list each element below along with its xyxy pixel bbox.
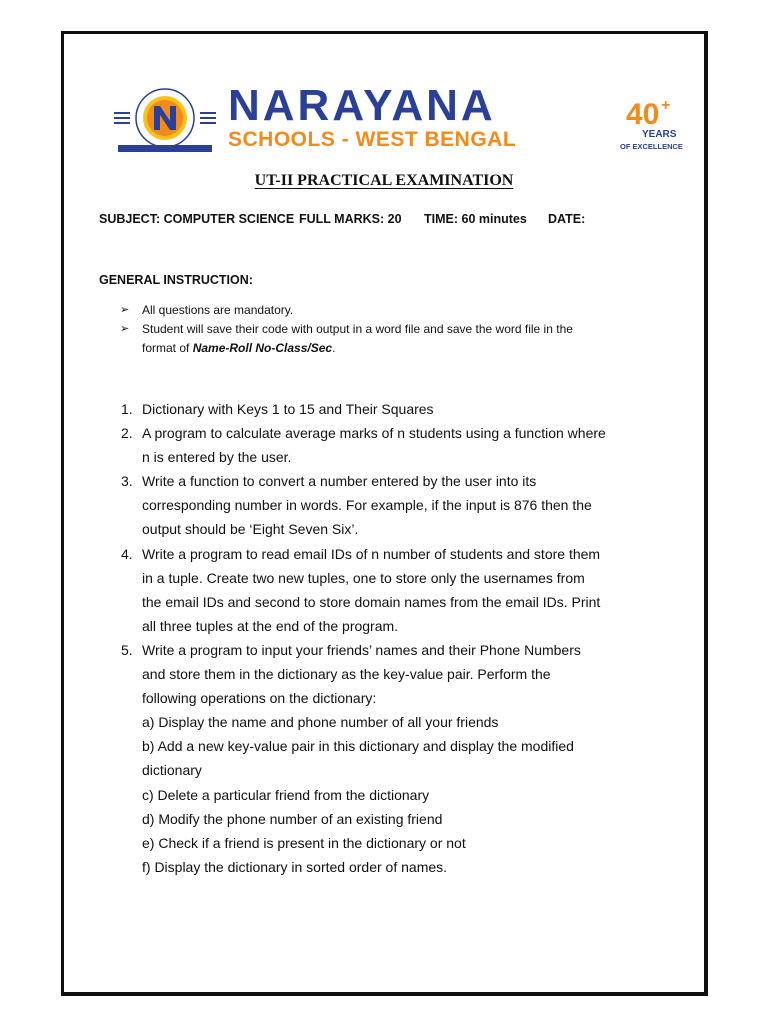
question-item: 2. A program to calculate average marks of n students using a function where n is entered by the user. [121, 425, 606, 466]
forty-years-badge [618, 92, 688, 152]
sub-question: e) Check if a friend is present in the dictionary or not [142, 834, 466, 851]
brand-subtitle: SCHOOLS - WEST BENGAL [228, 128, 517, 151]
instruction-item: ➢ Student will save their code with output in a word file and save the word file in the format of Name-Roll No-Class/Sec. [120, 322, 573, 355]
sub-question: b) Add a new key-value pair in this dictionary and display the modified [142, 738, 574, 755]
sub-question: dictionary [142, 762, 202, 779]
subject-label: SUBJECT: COMPUTER SCIENCE [99, 212, 295, 226]
brand-text [228, 81, 608, 154]
question-list [121, 397, 651, 879]
sub-question: f) Display the dictionary in sorted order of names. [142, 858, 448, 875]
general-instruction-heading: GENERAL INSTRUCTION: [99, 273, 253, 287]
date-label: DATE: [548, 212, 586, 226]
arrow-bullet-icon: ➢ [120, 323, 130, 335]
full-marks-label: FULL MARKS: 20 [299, 212, 402, 226]
arrow-bullet-icon: ➢ [120, 304, 130, 316]
sub-question: a) Display the name and phone number of all your friends [142, 714, 499, 731]
question-item: 5. Write a program to input your friends’ names and their Phone Numbers and store them in the dictionary as the key-value pair. Perform the following operations on the dictionary: a) Display the name and phone number of all your friends b) Add a new key-value pair in this dictionary and display the modified dictionary c) Delete a particular friend from the dictionary d) Modify the phone number of an existing friend e) Check if a friend is present in the dictionary or not f) Display the dictionary in sorted order of names. [121, 638, 651, 879]
sub-question: c) Delete a particular friend from the dictionary [142, 786, 430, 803]
instruction-list [120, 301, 640, 358]
exam-title: UT-II PRACTICAL EXAMINATION [254, 172, 514, 189]
brand-name: NARAYANA [228, 81, 496, 130]
svg-text:OF EXCELLENCE: OF EXCELLENCE [620, 142, 683, 151]
question-item: 3. Write a function to convert a number entered by the user into its corresponding number in words. For example, if the input is 876 then the output should be ‘Eight Seven Six’. [121, 473, 592, 538]
svg-text:40: 40 [626, 98, 660, 131]
instruction-item: ➢ All questions are mandatory. [120, 301, 640, 320]
svg-text:+: + [661, 97, 671, 114]
time-label: TIME: 60 minutes [424, 212, 527, 226]
narayana-seal-logo [110, 88, 220, 154]
school-header [110, 81, 685, 154]
filename-format: Name-Roll No-Class/Sec [192, 341, 333, 355]
question-item: 4. Write a program to read email IDs of n number of students and store them in a tuple. Create two new tuples, one to store only the usernames from the email IDs and second to store domain names from the email IDs. Print all three tuples at the end of the program. [121, 545, 601, 634]
svg-text:YEARS: YEARS [642, 129, 677, 140]
sub-question: d) Modify the phone number of an existing friend [142, 810, 443, 827]
question-item: 1. Dictionary with Keys 1 to 15 and Their Squares [121, 401, 434, 417]
